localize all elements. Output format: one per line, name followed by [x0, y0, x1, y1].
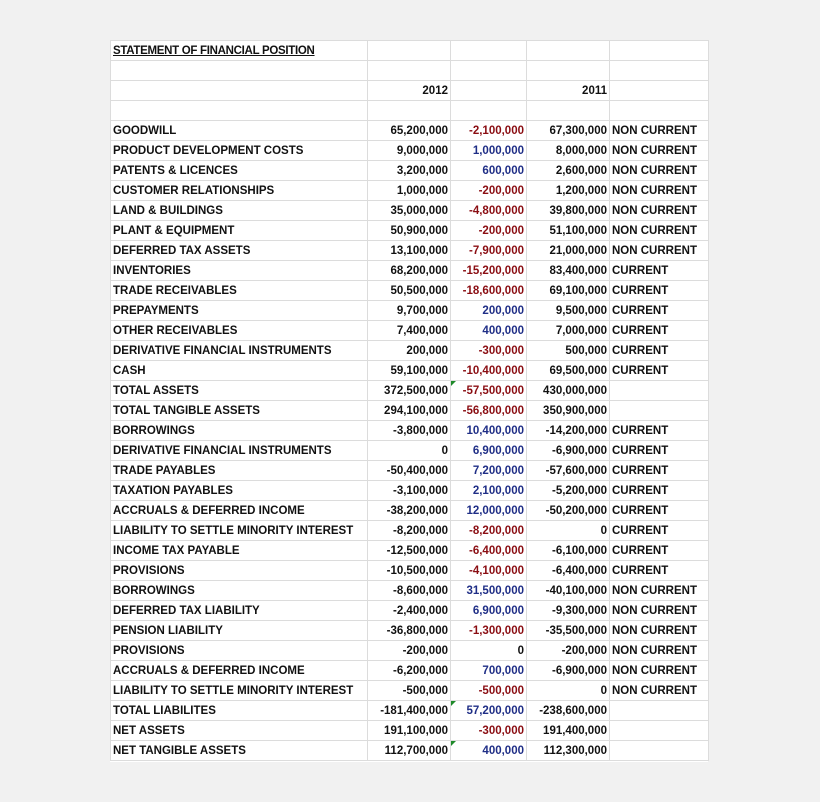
change-cell[interactable]: -8,200,000 [451, 521, 527, 541]
change-cell[interactable]: -200,000 [451, 221, 527, 241]
value-2012-cell[interactable]: -2,400,000 [368, 601, 451, 621]
value-2011-cell[interactable]: -14,200,000 [527, 421, 610, 441]
value-2012-cell[interactable]: -8,200,000 [368, 521, 451, 541]
value-2012-cell[interactable]: 294,100,000 [368, 401, 451, 421]
year-2012-header[interactable]: 2012 [368, 81, 451, 101]
line-item-label[interactable]: TOTAL LIABILITES [111, 701, 368, 721]
line-item-label[interactable]: ACCRUALS & DEFERRED INCOME [111, 501, 368, 521]
change-cell[interactable]: -56,800,000 [451, 401, 527, 421]
change-cell[interactable]: 10,400,000 [451, 421, 527, 441]
value-2011-cell[interactable]: 51,100,000 [527, 221, 610, 241]
change-cell[interactable]: -18,600,000 [451, 281, 527, 301]
line-item-label[interactable]: PLANT & EQUIPMENT [111, 221, 368, 241]
line-item-label[interactable]: LIABILITY TO SETTLE MINORITY INTEREST [111, 681, 368, 701]
table-row [111, 161, 709, 181]
value-2011-cell[interactable]: -200,000 [527, 641, 610, 661]
cell[interactable] [610, 81, 709, 101]
cell[interactable] [451, 101, 527, 121]
line-item-label[interactable]: DEFERRED TAX LIABILITY [111, 601, 368, 621]
value-2011-cell[interactable]: 0 [527, 521, 610, 541]
classification-cell[interactable]: NON CURRENT [610, 201, 709, 221]
table-row [111, 741, 709, 761]
table-row [111, 181, 709, 201]
year-header-row [111, 81, 709, 101]
value-2012-cell[interactable]: 112,700,000 [368, 741, 451, 761]
value-2011-cell[interactable]: -6,900,000 [527, 441, 610, 461]
table-row [111, 301, 709, 321]
line-item-label[interactable]: OTHER RECEIVABLES [111, 321, 368, 341]
table-row [111, 401, 709, 421]
classification-cell[interactable]: CURRENT [610, 561, 709, 581]
value-2011-cell[interactable]: 67,300,000 [527, 121, 610, 141]
value-2011-cell[interactable]: -57,600,000 [527, 461, 610, 481]
change-cell[interactable]: 31,500,000 [451, 581, 527, 601]
value-2012-cell[interactable]: 0 [368, 441, 451, 461]
classification-cell[interactable]: CURRENT [610, 461, 709, 481]
value-2011-cell[interactable]: 21,000,000 [527, 241, 610, 261]
line-item-label[interactable]: LAND & BUILDINGS [111, 201, 368, 221]
table-row [111, 261, 709, 281]
classification-cell[interactable] [610, 401, 709, 421]
line-item-label[interactable]: INCOME TAX PAYABLE [111, 541, 368, 561]
table-row [111, 381, 709, 401]
cell[interactable] [610, 41, 709, 61]
table-row [111, 501, 709, 521]
table-row [111, 341, 709, 361]
value-2012-cell[interactable]: -50,400,000 [368, 461, 451, 481]
value-2011-cell[interactable]: 0 [527, 681, 610, 701]
change-cell[interactable]: -15,200,000 [451, 261, 527, 281]
value-2012-cell[interactable]: -181,400,000 [368, 701, 451, 721]
value-2012-cell[interactable]: -12,500,000 [368, 541, 451, 561]
classification-cell[interactable]: NON CURRENT [610, 181, 709, 201]
table-row [111, 221, 709, 241]
line-item-label[interactable]: DERIVATIVE FINANCIAL INSTRUMENTS [111, 341, 368, 361]
cell[interactable] [368, 41, 451, 61]
line-item-label[interactable]: BORROWINGS [111, 421, 368, 441]
classification-cell[interactable]: NON CURRENT [610, 241, 709, 261]
classification-cell[interactable]: NON CURRENT [610, 581, 709, 601]
value-2012-cell[interactable]: -8,600,000 [368, 581, 451, 601]
classification-cell[interactable]: NON CURRENT [610, 141, 709, 161]
change-cell[interactable]: -10,400,000 [451, 361, 527, 381]
line-item-label[interactable]: LIABILITY TO SETTLE MINORITY INTEREST [111, 521, 368, 541]
value-2012-cell[interactable]: -3,100,000 [368, 481, 451, 501]
value-2011-cell[interactable]: -35,500,000 [527, 621, 610, 641]
classification-cell[interactable]: CURRENT [610, 361, 709, 381]
change-cell[interactable]: -2,100,000 [451, 121, 527, 141]
table-row [111, 721, 709, 741]
classification-cell[interactable]: NON CURRENT [610, 601, 709, 621]
line-item-label[interactable]: PROVISIONS [111, 561, 368, 581]
value-2011-cell[interactable]: 8,000,000 [527, 141, 610, 161]
classification-cell[interactable]: NON CURRENT [610, 121, 709, 141]
value-2011-cell[interactable]: -5,200,000 [527, 481, 610, 501]
spreadsheet [110, 40, 708, 762]
change-cell[interactable]: 0 [451, 641, 527, 661]
classification-cell[interactable] [610, 701, 709, 721]
line-item-label[interactable]: TOTAL ASSETS [111, 381, 368, 401]
classification-cell[interactable]: NON CURRENT [610, 681, 709, 701]
line-item-label[interactable]: PRODUCT DEVELOPMENT COSTS [111, 141, 368, 161]
change-cell[interactable]: -4,100,000 [451, 561, 527, 581]
value-2012-cell[interactable]: -3,800,000 [368, 421, 451, 441]
cell[interactable] [610, 101, 709, 121]
line-item-label[interactable]: TOTAL TANGIBLE ASSETS [111, 401, 368, 421]
statement-title: STATEMENT OF FINANCIAL POSITION [113, 44, 315, 57]
line-item-label[interactable]: CASH [111, 361, 368, 381]
line-item-label[interactable]: BORROWINGS [111, 581, 368, 601]
change-cell[interactable]: -6,400,000 [451, 541, 527, 561]
value-2011-cell[interactable]: -6,100,000 [527, 541, 610, 561]
change-cell[interactable]: -300,000 [451, 341, 527, 361]
change-cell[interactable]: 400,000 [451, 321, 527, 341]
classification-cell[interactable]: CURRENT [610, 341, 709, 361]
change-cell[interactable]: 7,200,000 [451, 461, 527, 481]
value-2011-cell[interactable]: 69,500,000 [527, 361, 610, 381]
classification-cell[interactable]: CURRENT [610, 501, 709, 521]
value-2012-cell[interactable]: 68,200,000 [368, 261, 451, 281]
value-2011-cell[interactable]: 7,000,000 [527, 321, 610, 341]
table-row [111, 701, 709, 721]
value-2012-cell[interactable]: 200,000 [368, 341, 451, 361]
cell[interactable] [451, 41, 527, 61]
table-row [111, 441, 709, 461]
classification-cell[interactable]: CURRENT [610, 281, 709, 301]
cell[interactable] [111, 101, 368, 121]
value-2012-cell[interactable]: -6,200,000 [368, 661, 451, 681]
change-cell[interactable]: 600,000 [451, 161, 527, 181]
cell[interactable] [451, 61, 527, 81]
line-item-label[interactable]: ACCRUALS & DEFERRED INCOME [111, 661, 368, 681]
value-2011-cell[interactable]: 2,600,000 [527, 161, 610, 181]
change-cell[interactable]: 6,900,000 [451, 601, 527, 621]
value-2011-cell[interactable]: 83,400,000 [527, 261, 610, 281]
value-2012-cell[interactable]: 1,000,000 [368, 181, 451, 201]
value-2011-cell[interactable]: 112,300,000 [527, 741, 610, 761]
line-item-label[interactable]: TAXATION PAYABLES [111, 481, 368, 501]
classification-cell[interactable]: NON CURRENT [610, 221, 709, 241]
line-item-label[interactable]: DERIVATIVE FINANCIAL INSTRUMENTS [111, 441, 368, 461]
value-2012-cell[interactable]: 50,500,000 [368, 281, 451, 301]
table-row [111, 641, 709, 661]
value-2011-cell[interactable]: 350,900,000 [527, 401, 610, 421]
value-2012-cell[interactable]: 3,200,000 [368, 161, 451, 181]
classification-cell[interactable] [610, 741, 709, 761]
table-row [111, 521, 709, 541]
value-2011-cell[interactable]: -6,400,000 [527, 561, 610, 581]
table-row [111, 241, 709, 261]
cell[interactable] [368, 61, 451, 81]
value-2012-cell[interactable]: 13,100,000 [368, 241, 451, 261]
change-cell[interactable]: 400,000 [451, 741, 527, 761]
table-row [111, 361, 709, 381]
value-2011-cell[interactable]: 1,200,000 [527, 181, 610, 201]
change-cell[interactable]: -57,500,000 [451, 381, 527, 401]
change-cell[interactable]: -500,000 [451, 681, 527, 701]
change-cell[interactable]: 200,000 [451, 301, 527, 321]
line-item-label[interactable]: PREPAYMENTS [111, 301, 368, 321]
cell[interactable] [368, 101, 451, 121]
change-cell[interactable]: 1,000,000 [451, 141, 527, 161]
value-2011-cell[interactable]: 500,000 [527, 341, 610, 361]
title-row [111, 41, 709, 61]
change-cell[interactable]: 6,900,000 [451, 441, 527, 461]
table-row [111, 541, 709, 561]
change-cell[interactable]: -7,900,000 [451, 241, 527, 261]
classification-cell[interactable] [610, 721, 709, 741]
value-2011-cell[interactable]: 69,100,000 [527, 281, 610, 301]
line-item-label[interactable]: TRADE RECEIVABLES [111, 281, 368, 301]
cell[interactable] [527, 41, 610, 61]
cell[interactable] [527, 101, 610, 121]
change-cell[interactable]: 12,000,000 [451, 501, 527, 521]
value-2012-cell[interactable]: 59,100,000 [368, 361, 451, 381]
value-2011-cell[interactable]: 9,500,000 [527, 301, 610, 321]
value-2011-cell[interactable]: -6,900,000 [527, 661, 610, 681]
cell[interactable] [527, 61, 610, 81]
change-cell[interactable]: 57,200,000 [451, 701, 527, 721]
value-2012-cell[interactable]: -500,000 [368, 681, 451, 701]
classification-cell[interactable]: CURRENT [610, 321, 709, 341]
value-2012-cell[interactable]: -38,200,000 [368, 501, 451, 521]
cell[interactable] [111, 61, 368, 81]
line-item-label[interactable]: PATENTS & LICENCES [111, 161, 368, 181]
value-2012-cell[interactable]: 65,200,000 [368, 121, 451, 141]
value-2012-cell[interactable]: 7,400,000 [368, 321, 451, 341]
line-item-label[interactable]: PROVISIONS [111, 641, 368, 661]
line-item-label[interactable]: TRADE PAYABLES [111, 461, 368, 481]
blank-row [111, 61, 709, 81]
change-cell[interactable]: -1,300,000 [451, 621, 527, 641]
table-row [111, 621, 709, 641]
classification-cell[interactable]: CURRENT [610, 301, 709, 321]
value-2011-cell[interactable]: -238,600,000 [527, 701, 610, 721]
table-row [111, 681, 709, 701]
change-cell[interactable]: -300,000 [451, 721, 527, 741]
financial-position-table [110, 40, 709, 761]
value-2012-cell[interactable]: -10,500,000 [368, 561, 451, 581]
table-row [111, 601, 709, 621]
value-2012-cell[interactable]: 35,000,000 [368, 201, 451, 221]
line-item-label[interactable]: GOODWILL [111, 121, 368, 141]
table-row [111, 481, 709, 501]
line-item-label[interactable]: DEFERRED TAX ASSETS [111, 241, 368, 261]
value-2011-cell[interactable]: 191,400,000 [527, 721, 610, 741]
value-2012-cell[interactable]: 9,000,000 [368, 141, 451, 161]
line-item-label[interactable]: NET TANGIBLE ASSETS [111, 741, 368, 761]
classification-cell[interactable]: CURRENT [610, 441, 709, 461]
classification-cell[interactable]: CURRENT [610, 481, 709, 501]
classification-cell[interactable] [610, 381, 709, 401]
line-item-label[interactable]: INVENTORIES [111, 261, 368, 281]
change-cell[interactable]: -200,000 [451, 181, 527, 201]
cell[interactable] [451, 81, 527, 101]
classification-cell[interactable]: NON CURRENT [610, 621, 709, 641]
blank-row [111, 101, 709, 121]
value-2012-cell[interactable]: 191,100,000 [368, 721, 451, 741]
classification-cell[interactable]: NON CURRENT [610, 161, 709, 181]
cell[interactable] [610, 61, 709, 81]
classification-cell[interactable]: NON CURRENT [610, 641, 709, 661]
table-row [111, 561, 709, 581]
value-2011-cell[interactable]: 430,000,000 [527, 381, 610, 401]
table-row [111, 121, 709, 141]
line-item-label[interactable]: PENSION LIABILITY [111, 621, 368, 641]
cell[interactable] [111, 81, 368, 101]
table-row [111, 461, 709, 481]
line-item-label[interactable]: NET ASSETS [111, 721, 368, 741]
value-2011-cell[interactable]: -40,100,000 [527, 581, 610, 601]
classification-cell[interactable]: NON CURRENT [610, 661, 709, 681]
classification-cell[interactable]: CURRENT [610, 421, 709, 441]
change-cell[interactable]: 700,000 [451, 661, 527, 681]
table-row [111, 581, 709, 601]
value-2011-cell[interactable]: -9,300,000 [527, 601, 610, 621]
classification-cell[interactable]: CURRENT [610, 261, 709, 281]
value-2011-cell[interactable]: -50,200,000 [527, 501, 610, 521]
value-2012-cell[interactable]: -200,000 [368, 641, 451, 661]
line-item-label[interactable]: CUSTOMER RELATIONSHIPS [111, 181, 368, 201]
table-row [111, 281, 709, 301]
value-2012-cell[interactable]: -36,800,000 [368, 621, 451, 641]
classification-cell[interactable]: CURRENT [610, 541, 709, 561]
table-row [111, 661, 709, 681]
value-2012-cell[interactable]: 50,900,000 [368, 221, 451, 241]
table-row [111, 321, 709, 341]
year-2011-header[interactable]: 2011 [527, 81, 610, 101]
value-2011-cell[interactable]: 39,800,000 [527, 201, 610, 221]
value-2012-cell[interactable]: 372,500,000 [368, 381, 451, 401]
cell[interactable] [111, 41, 368, 61]
table-row [111, 421, 709, 441]
change-cell[interactable]: 2,100,000 [451, 481, 527, 501]
table-row [111, 141, 709, 161]
classification-cell[interactable]: CURRENT [610, 521, 709, 541]
table-row [111, 201, 709, 221]
value-2012-cell[interactable]: 9,700,000 [368, 301, 451, 321]
change-cell[interactable]: -4,800,000 [451, 201, 527, 221]
